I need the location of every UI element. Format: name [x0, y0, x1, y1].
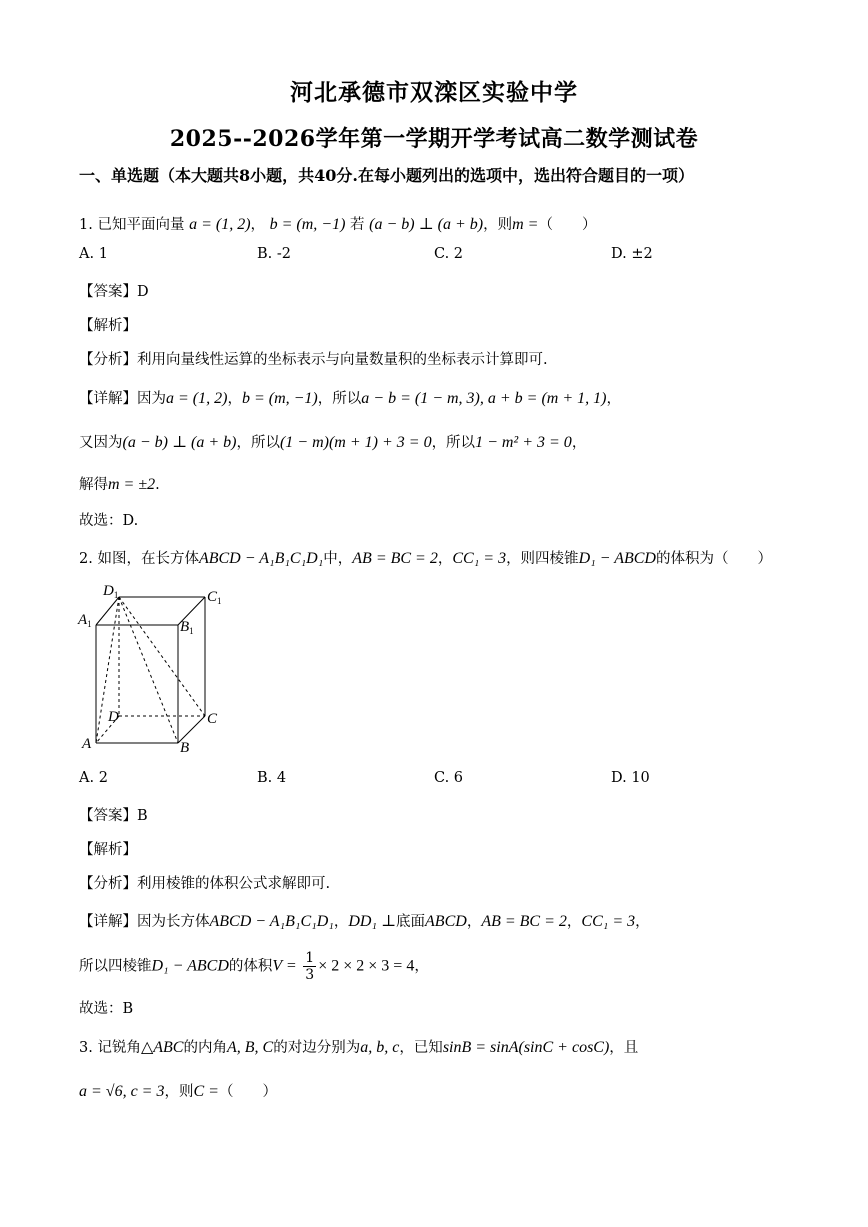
q2-analysis-heading: 【解析】 [79, 842, 137, 858]
q1-condition: (a − b) ⊥ (a + b) [369, 216, 484, 233]
q1-detail-line1: 【详解】因为a = (1, 2)，b = (m, −1)，所以a − b = (1 − m, 3), a + b = (m + 1, 1)， [79, 390, 621, 407]
q1-option-b: B. -2 [257, 246, 291, 262]
q1-option-d: D. ±2 [611, 246, 653, 262]
label-c: C [207, 711, 218, 727]
q1-analysis: 【分析】利用向量线性运算的坐标表示与向量数量积的坐标表示计算即可. [79, 352, 548, 368]
q1-detail-line2: 又因为(a − b) ⊥ (a + b)，所以(1 − m)(m + 1) + 3 = 0，所以1 − m² + 3 = 0， [79, 434, 587, 451]
q1-answer: 【答案】D [79, 284, 149, 300]
label-d: D [108, 709, 119, 725]
q2-stem: 2. 如图，在长方体ABCD − A₁B₁C₁D₁中，AB = BC = 2，CC₁ = 3，则四棱锥D₁ − ABCD的体积为（ ） [79, 550, 772, 567]
q2-choice: 故选：B [79, 1001, 134, 1017]
q2-detail-line2: 所以四棱锥D₁ − ABCD的体积V = $\frac{1}{3}$ × 2 × 2 × 3 = 4， [79, 950, 429, 983]
q1-vector-a: a = (1, 2) [189, 216, 251, 233]
q2-answer: 【答案】B [79, 808, 148, 824]
label-c1: $C_1$ [207, 589, 222, 606]
q2-analysis: 【分析】利用棱锥的体积公式求解即可. [79, 876, 331, 892]
edge-bc [178, 716, 205, 743]
q1-option-c: C. 2 [434, 246, 464, 262]
q1-option-a: A. 1 [79, 246, 108, 262]
q2-option-b: B. 4 [257, 770, 287, 786]
label-d1: $D_1$ [103, 583, 119, 600]
q2-option-a: A. 2 [79, 770, 108, 786]
q1-vector-b: b = (m, −1) [269, 216, 346, 233]
q1-analysis-heading: 【解析】 [79, 318, 137, 334]
q1-choice: 故选：D. [79, 513, 139, 529]
edge-d1b-hidden [119, 597, 178, 743]
document-subtitle: 2025--2026学年第一学期开学考试高二数学测试卷 [169, 126, 699, 152]
q1-stem: 1. 已知平面向量 a = (1, 2)， b = (m, −1) 若 (a − b) ⊥ (a + b)，则m =（ ） [79, 216, 597, 233]
label-a1: $A_1$ [78, 612, 92, 629]
section-heading: 一、单选题（本大题共8小题，共40分.在每小题列出的选项中，选出符合题目的一项） [79, 166, 694, 185]
q2-fraction: $\frac{1}{3}$ [305, 950, 315, 983]
label-a: A [82, 736, 92, 752]
q2-option-c: C. 6 [434, 770, 464, 786]
q3-stem-line1: 3. 记锐角△ABC的内角A, B, C的对边分别为a, b, c，已知sinB = sinA(sinC + cosC)，且 [79, 1039, 639, 1056]
q1-detail-line3: 解得m = ±2. [79, 476, 160, 493]
cuboid-figure [76, 580, 236, 755]
document-title: 河北承德市双滦区实验中学 [290, 79, 578, 106]
q2-option-d: D. 10 [611, 770, 650, 786]
edge-d1c-hidden [119, 597, 205, 716]
q2-detail-line1: 【详解】因为长方体ABCD − A₁B₁C₁D₁，DD₁ ⊥底面ABCD，AB = BC = 2，CC₁ = 3， [79, 913, 650, 930]
q3-stem-line2: a = √6, c = 3，则C =（ ） [79, 1083, 277, 1100]
label-b: B [180, 740, 190, 755]
label-b1: $B_1$ [180, 619, 194, 636]
